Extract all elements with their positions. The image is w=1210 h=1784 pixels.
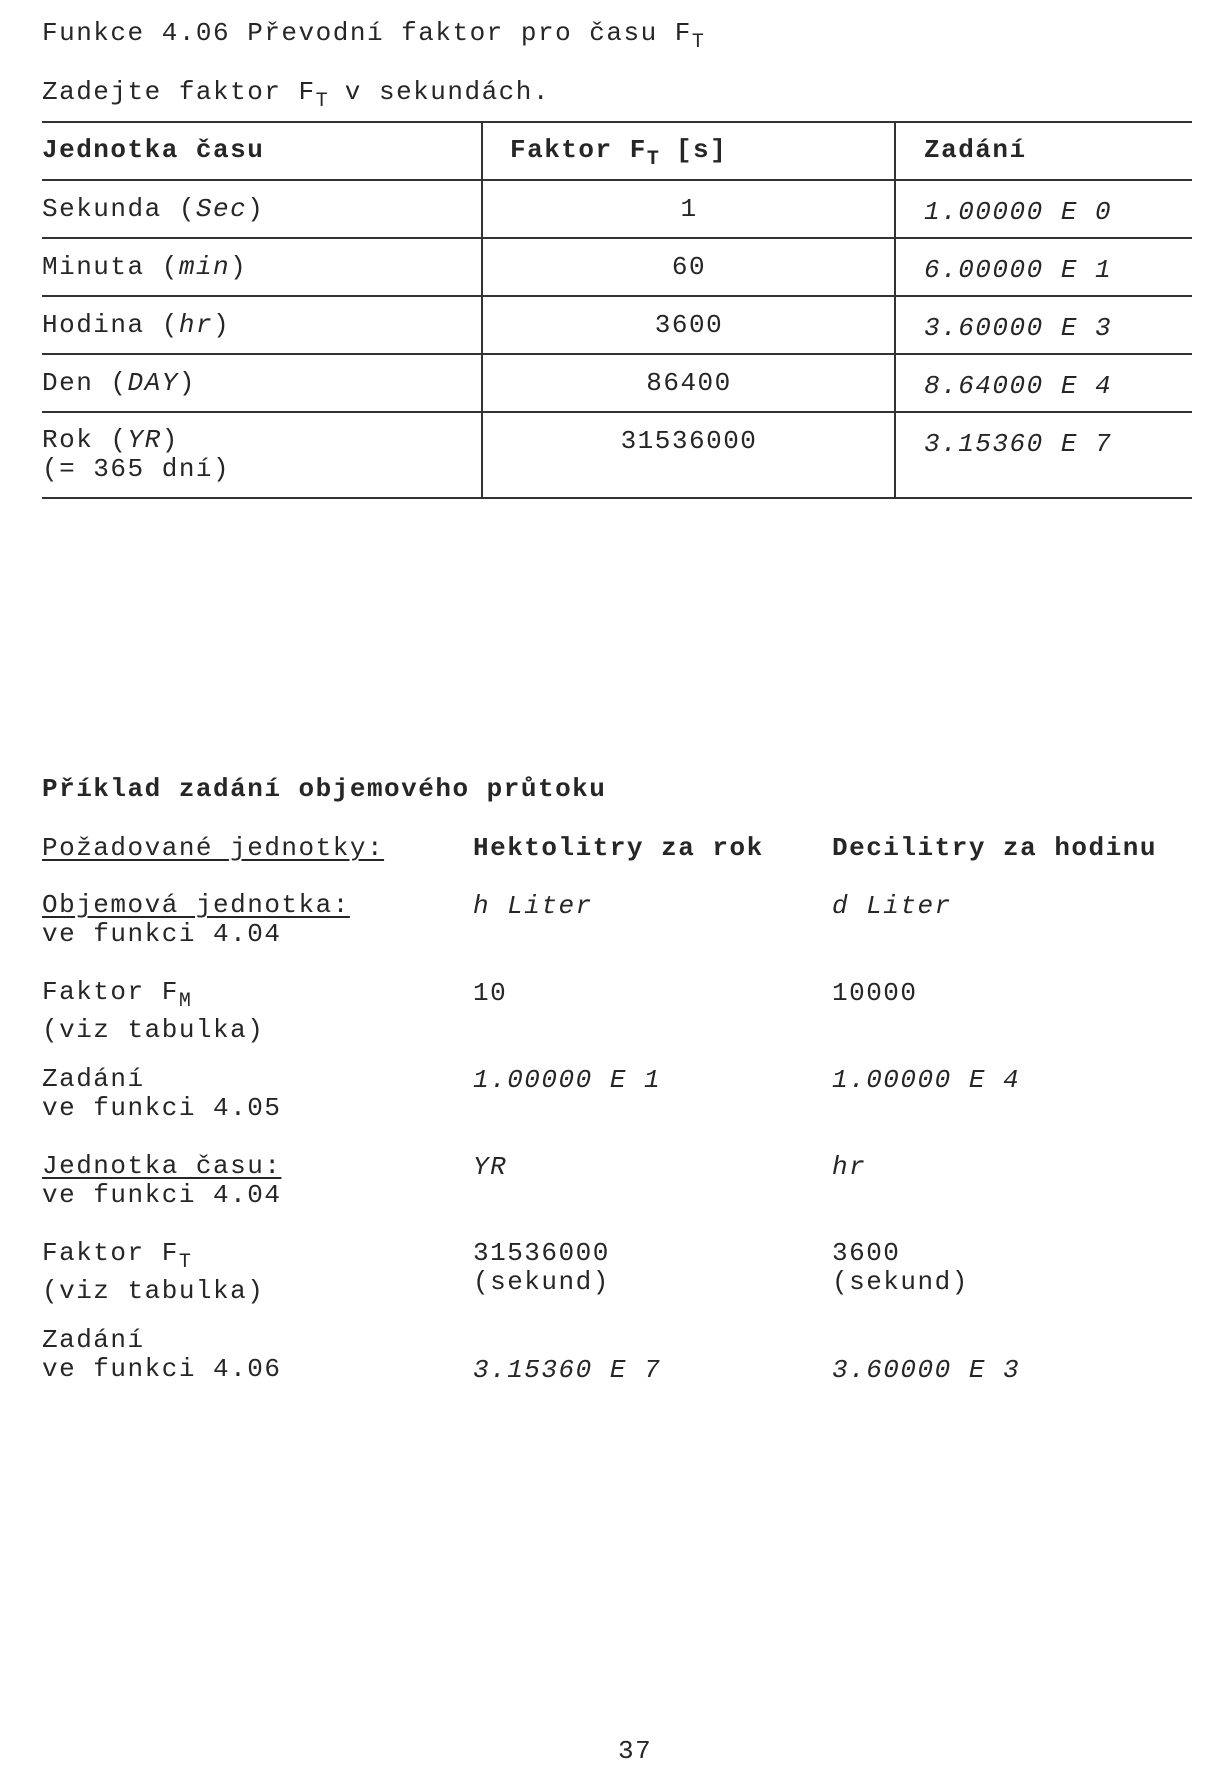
table-rule [42, 411, 1192, 413]
volume-unit-label: Objemová jednotka: ve funkci 4.04 [42, 890, 350, 949]
table-row-unit: Hodina (hr) [42, 310, 231, 340]
table-row-unit: Sekunda (Sec) [42, 194, 265, 224]
table-row-unit: Minuta (min) [42, 252, 248, 282]
table-row-entry: 1.00000 E 0 [924, 197, 1113, 227]
table-rule [42, 237, 1192, 239]
column-header-factor: Faktor $F_T$ [s] [510, 135, 728, 171]
table-row-note: (= 365 dní) [42, 454, 231, 484]
table-rule [42, 497, 1192, 499]
table-row-entry: 3.60000 E 3 [924, 313, 1113, 343]
table-row-factor: 86400 [646, 368, 732, 398]
example-title: Příklad zadání objemového průtoku [42, 774, 607, 804]
table-row-unit: Den (DAY) [42, 368, 196, 398]
table-row-entry: 6.00000 E 1 [924, 255, 1113, 285]
required-units-col2: Decilitry za hodinu [832, 833, 1157, 863]
entry-405-col1: 1.00000 E 1 [473, 1065, 662, 1095]
table-row-factor: 3600 [654, 310, 724, 340]
time-unit-col1: YR [473, 1152, 508, 1182]
factor-ft-col1: 31536000 (sekund) [473, 1238, 610, 1297]
entry-405-label: Zadání ve funkci 4.05 [42, 1064, 282, 1123]
table-row-factor: 31536000 [620, 426, 758, 456]
table-row-unit: Rok (YR) (= 365 dní) [42, 425, 231, 484]
table-rule [42, 353, 1192, 355]
required-units-col1: Hektolitry za rok [473, 833, 764, 863]
required-units-label: Požadované jednotky: [42, 833, 385, 863]
table-row-factor: 1 [680, 194, 698, 224]
table-rule [42, 295, 1192, 297]
time-unit-label: Jednotka času: ve funkci 4.04 [42, 1151, 282, 1210]
table-row-entry: 3.15360 E 7 [924, 429, 1113, 459]
column-header-entry: Zadání [924, 135, 1027, 165]
table-row-factor: 60 [671, 252, 707, 282]
factor-fm-col1: 10 [473, 978, 508, 1008]
factor-ft-label: Faktor $F_T$ (viz tabulka) [42, 1238, 265, 1306]
factor-fm-label: Faktor $F_M$ (viz tabulka) [42, 977, 265, 1045]
page-number: 37 [618, 1736, 653, 1766]
table-rule [42, 121, 1192, 123]
time-unit-col2: hr [832, 1152, 867, 1182]
entry-406-label: Zadání ve funkci 4.06 [42, 1325, 282, 1384]
page-title: Funkce 4.06 Převodní faktor pro času $F_T$ [42, 18, 704, 54]
column-header-unit: Jednotka času [42, 135, 265, 165]
entry-406-col2: 3.60000 E 3 [832, 1355, 1021, 1385]
instruction-text: Zadejte faktor $F_T$ v sekundách. [42, 77, 550, 113]
table-row-entry: 8.64000 E 4 [924, 371, 1113, 401]
factor-ft-col2: 3600 (sekund) [832, 1238, 969, 1297]
factor-fm-col2: 10000 [832, 978, 918, 1008]
entry-406-col1: 3.15360 E 7 [473, 1355, 662, 1385]
entry-405-col2: 1.00000 E 4 [832, 1065, 1021, 1095]
volume-unit-col2: d Liter [832, 891, 952, 921]
volume-unit-col1: h Liter [473, 891, 593, 921]
table-rule [42, 179, 1192, 181]
